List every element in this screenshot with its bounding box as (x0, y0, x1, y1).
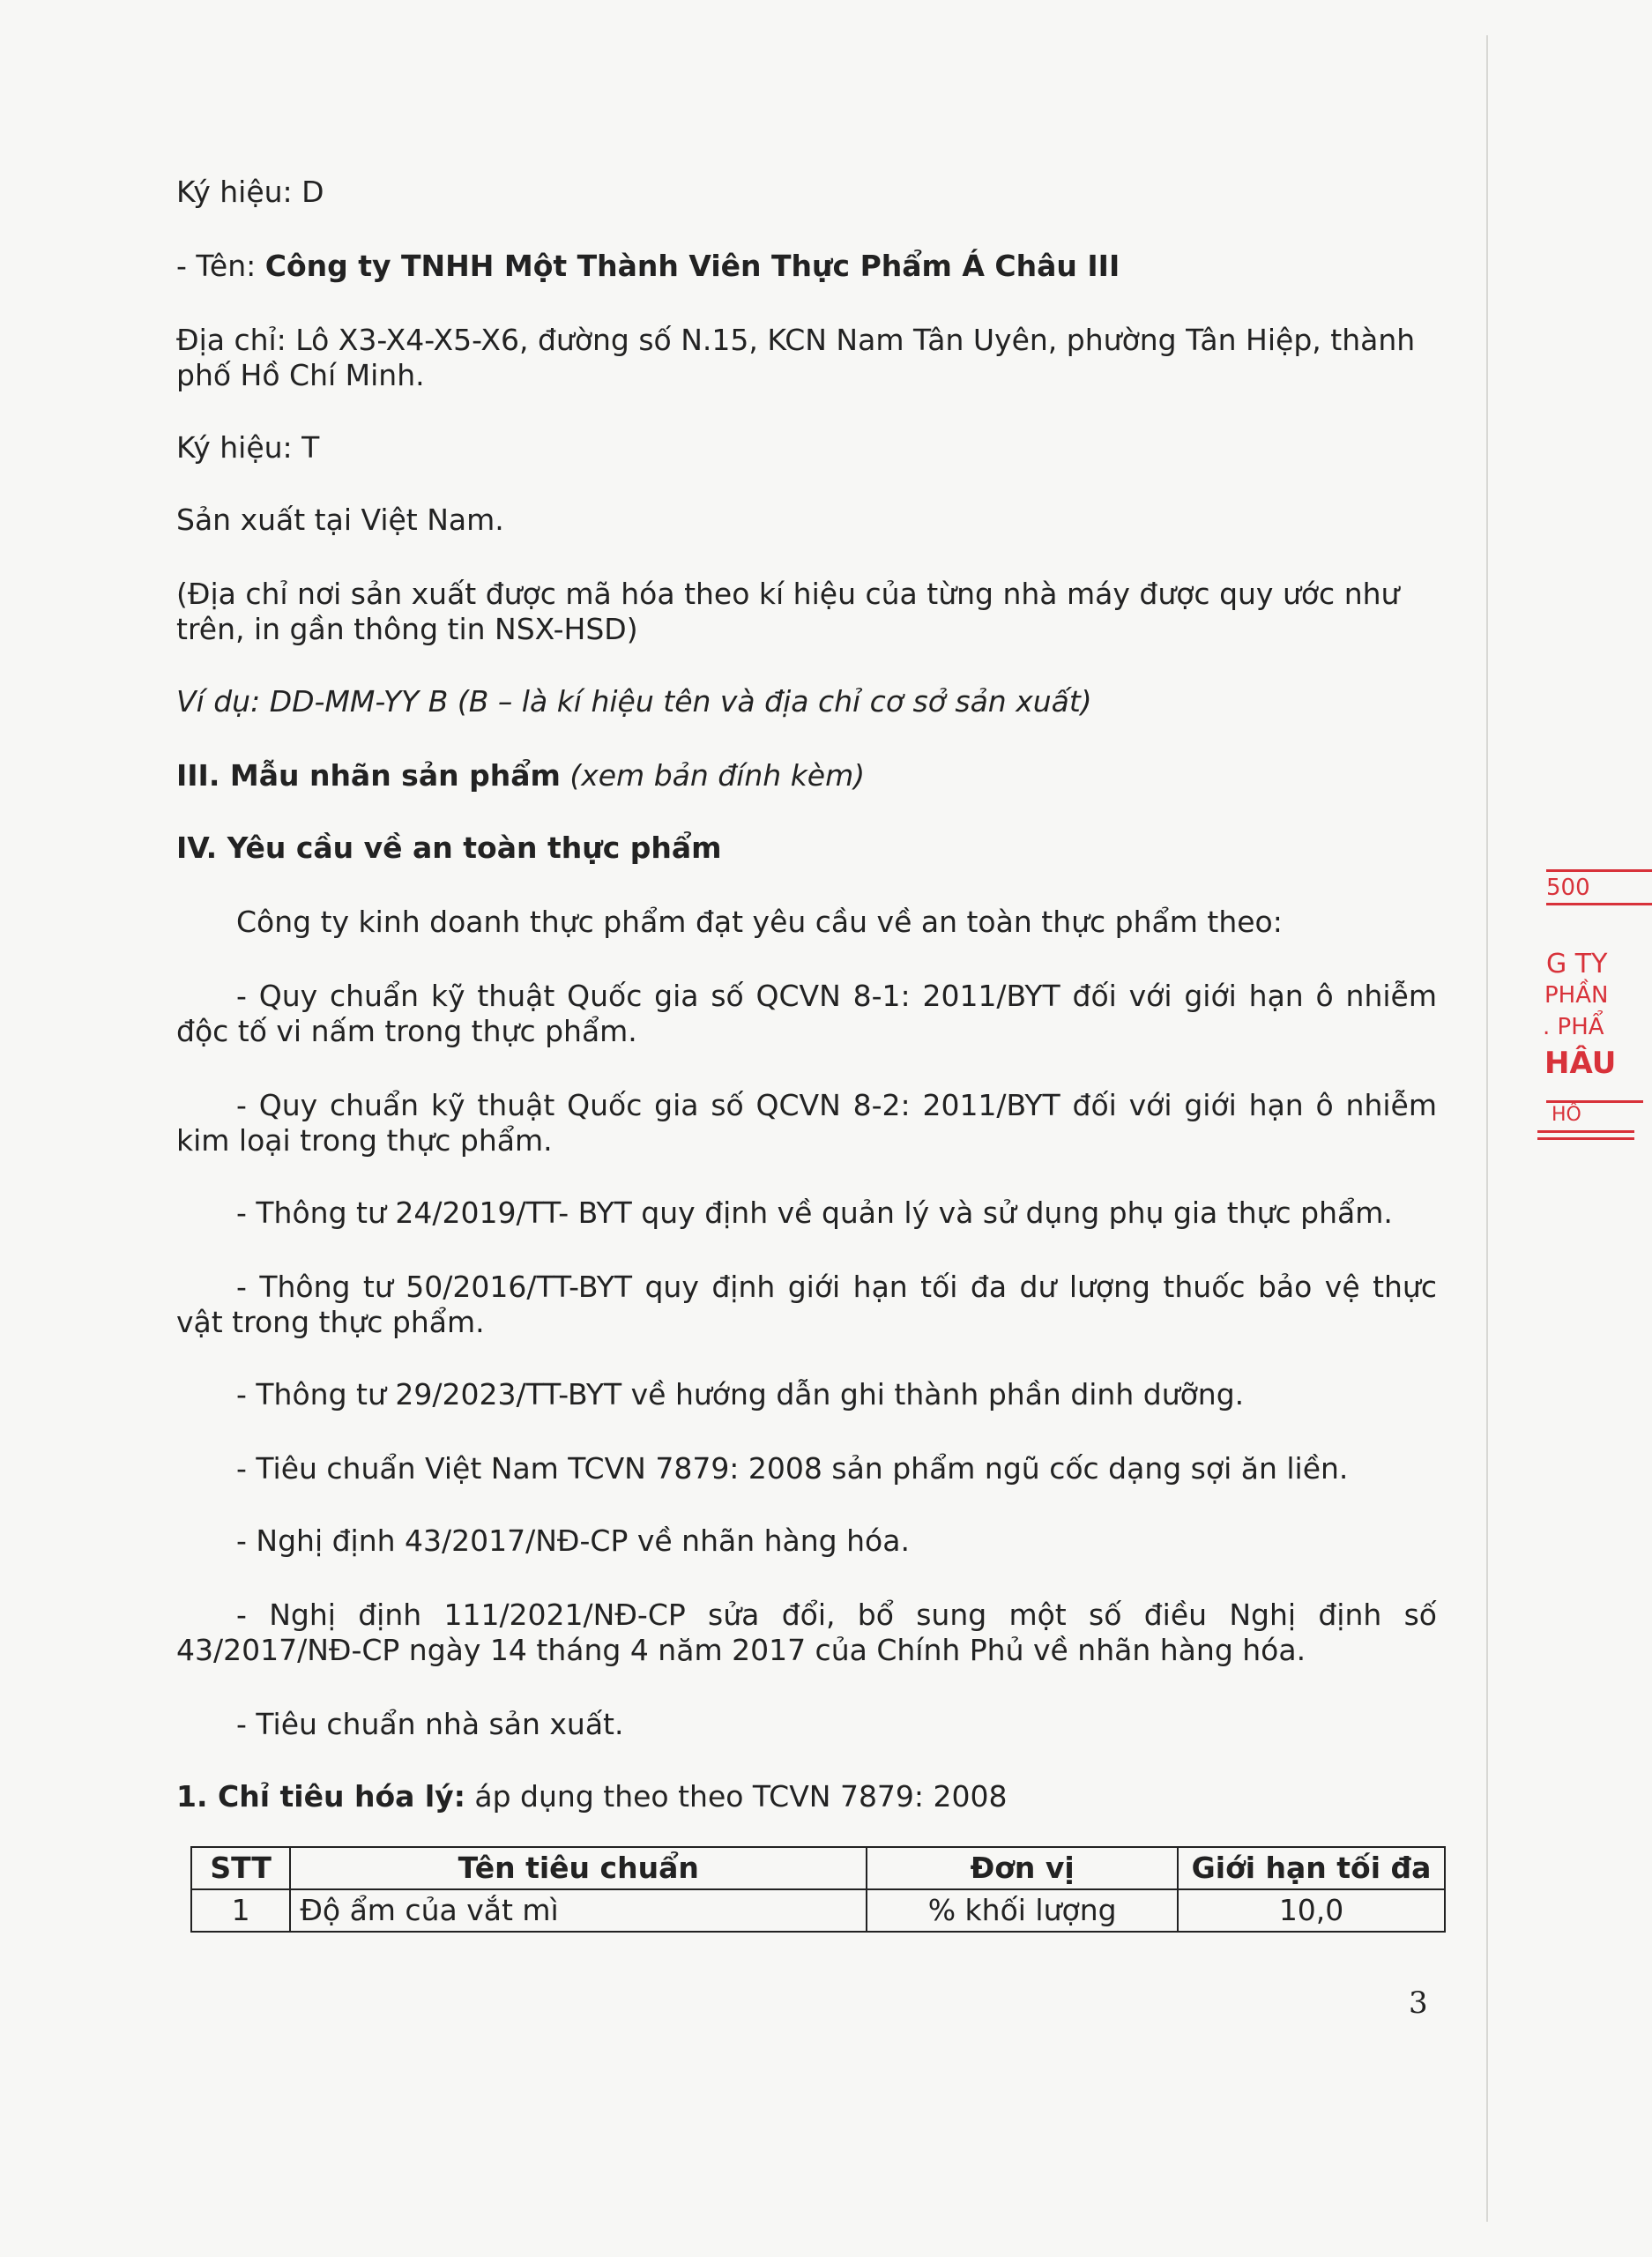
regulation-item: - Tiêu chuẩn Việt Nam TCVN 7879: 2008 sản phẩm ngũ cốc dạng sợi ăn liền. (236, 1451, 1349, 1486)
stamp-fragment: G TY (1546, 949, 1608, 980)
table-header-row (191, 1847, 1445, 1889)
cell-unit: % khối lượng (867, 1889, 1178, 1932)
company-seal-stamp (1534, 864, 1617, 1164)
regulation-item: - Nghị định 111/2021/NĐ-CP sửa đổi, bổ sung một số điều Nghị định số 43/2017/NĐ-CP ngày 14 tháng 4 năm 2017 của Chính Phủ về nhãn hàng hóa. (176, 1598, 1437, 1667)
stamp-ring-line (1546, 903, 1652, 905)
paragraph-example (176, 684, 1437, 719)
stamp-fragment: HÂU (1544, 1046, 1617, 1081)
physicochemical-table (190, 1846, 1446, 1933)
section-3-heading: III. Mẫu nhãn sản phẩm (176, 758, 561, 793)
section-4-intro: Công ty kinh doanh thực phẩm đạt yêu cầu về an toàn thực phẩm theo: (236, 905, 1283, 939)
stamp-ring-line (1546, 869, 1652, 872)
stamp-fragment: . PHẨ (1543, 1014, 1604, 1040)
regulation-item: - Thông tư 24/2019/TT- BYT quy định về quản lý và sử dụng phụ gia thực phẩm. (236, 1196, 1393, 1230)
paragraph-symbol-d: Ký hiệu: D (176, 175, 324, 209)
header-stt: STT (191, 1847, 290, 1889)
table-row (191, 1889, 1445, 1932)
regulation-item: - Nghị định 43/2017/NĐ-CP về nhãn hàng hóa. (236, 1523, 910, 1558)
subsection-1-line (176, 1779, 1437, 1814)
example-text: Ví dụ: DD-MM-YY B (B – là kí hiệu tên và địa chỉ cơ sở sản xuất) (176, 684, 1092, 719)
section-4-heading-text: IV. Yêu cầu về an toàn thực phẩm (176, 831, 722, 865)
regulation-item: - Thông tư 50/2016/TT-BYT quy định giới hạn tối đa dư lượng thuốc bảo vệ thực vật trong thực phẩm. (176, 1270, 1437, 1339)
regulation-item: - Tiêu chuẩn nhà sản xuất. (236, 1707, 624, 1741)
stamp-ring-line (1537, 1130, 1634, 1133)
paragraph-address-note: (Địa chỉ nơi sản xuất được mã hóa theo kí hiệu của từng nhà máy được quy ước như trên, in gần thông tin NSX-HSD) (176, 577, 1400, 646)
regulation-item: - Thông tư 29/2023/TT-BYT về hướng dẫn ghi thành phần dinh dưỡng. (236, 1377, 1245, 1412)
cell-stt: 1 (191, 1889, 290, 1932)
company-name-prefix: - Tên: (176, 249, 265, 283)
stamp-fragment: HỒ (1552, 1104, 1581, 1126)
header-max-limit: Giới hạn tối đa (1178, 1847, 1445, 1889)
subsection-1-text: áp dụng theo theo TCVN 7879: 2008 (465, 1779, 1008, 1814)
paragraph-made-in: Sản xuất tại Việt Nam. (176, 503, 504, 537)
paragraph-address: Địa chỉ: Lô X3-X4-X5-X6, đường số N.15, KCN Nam Tân Uyên, phường Tân Hiệp, thành phố Hồ Chí Minh. (176, 323, 1416, 392)
stamp-fragment: PHẦN (1544, 982, 1609, 1009)
stamp-ring-line (1546, 1100, 1643, 1103)
header-criterion: Tên tiêu chuẩn (290, 1847, 867, 1889)
subsection-1-heading: 1. Chỉ tiêu hóa lý: (176, 1779, 465, 1814)
regulation-item: - Quy chuẩn kỹ thuật Quốc gia số QCVN 8-1: 2011/BYT đối với giới hạn ô nhiễm độc tố vi nấm trong thực phẩm. (176, 979, 1437, 1048)
cell-criterion: Độ ẩm của vắt mì (290, 1889, 867, 1932)
section-3-heading-line (176, 758, 1437, 793)
paragraph-company-name (176, 249, 1437, 284)
company-name: Công ty TNHH Một Thành Viên Thực Phẩm Á Châu III (264, 249, 1120, 283)
paragraph-symbol-t: Ký hiệu: T (176, 430, 320, 465)
header-unit: Đơn vị (867, 1847, 1178, 1889)
stamp-ring-line (1537, 1137, 1634, 1140)
regulation-item: - Quy chuẩn kỹ thuật Quốc gia số QCVN 8-2: 2011/BYT đối với giới hạn ô nhiễm kim loại trong thực phẩm. (176, 1088, 1437, 1158)
page-edge (1486, 35, 1488, 2222)
page-number: 3 (1409, 1985, 1428, 2021)
section-3-note: (xem bản đính kèm) (560, 758, 866, 793)
section-4-heading (176, 831, 1437, 866)
cell-max-limit: 10,0 (1178, 1889, 1445, 1932)
stamp-fragment: 500 (1546, 875, 1590, 901)
